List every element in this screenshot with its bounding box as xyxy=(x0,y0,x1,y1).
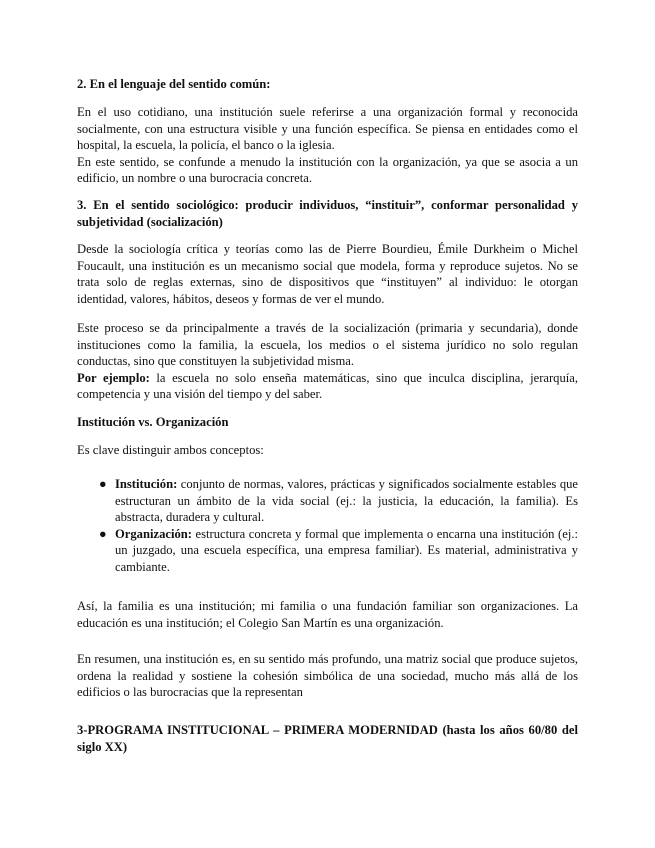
comparison-list xyxy=(77,476,578,576)
list-item-text: estructura concreta y formal que implementa o encarna una institución (ej.: un juzgado, una escuela específica, una empresa familiar). Es material, administrativa y cambiante. xyxy=(115,526,578,574)
comparison-example-block xyxy=(77,598,578,631)
comparison-example: Así, la familia es una institución; mi familia o una fundación familiar son organizaciones. La educación es una institución; el Colegio San Martín es una organización. xyxy=(77,599,578,630)
section-3-body-1 xyxy=(77,241,578,307)
next-section-heading: 3-PROGRAMA INSTITUCIONAL – PRIMERA MODERNIDAD (hasta los años 60/80 del siglo XX) xyxy=(77,723,578,754)
example-paragraph xyxy=(77,370,578,403)
section-2-paragraph-1: En el uso cotidiano, una institución suele referirse a una organización formal y reconocida socialmente, con una estructura visible y una función específica. Se piensa en entidades como el hospital, la escuela, la policía, el banco o la iglesia. xyxy=(77,105,578,153)
comparison-intro-block xyxy=(77,442,578,459)
next-section xyxy=(77,722,578,755)
section-2 xyxy=(77,76,578,93)
section-3-body-2 xyxy=(77,320,578,403)
list-item-term: Organización: xyxy=(115,526,192,541)
section-2-heading: 2. En el lenguaje del sentido común: xyxy=(77,77,271,91)
list-item-text: conjunto de normas, valores, prácticas y significados socialmente estables que estructuran un ámbito de la vida social (ej.: la justicia, la educación, la familia). Es abstracta, duradera y cultural. xyxy=(115,477,578,525)
section-3-heading: 3. En el sentido sociológico: producir individuos, “instituir”, conformar personalidad y subjetividad (socialización) xyxy=(77,198,578,229)
comparison-heading: Institución vs. Organización xyxy=(77,415,229,429)
section-2-body xyxy=(77,104,578,187)
summary-block xyxy=(77,651,578,701)
summary-paragraph: En resumen, una institución es, en su sentido más profundo, una matriz social que produce sujetos, ordena la realidad y sostiene la cohesión simbólica de una sociedad, mucho más allá de los edificios o las burocracias que la representan xyxy=(77,652,578,700)
bullet-icon: ● xyxy=(99,477,107,491)
section-3 xyxy=(77,197,578,230)
list-item-term: Institución: xyxy=(115,477,178,491)
example-text: la escuela no solo enseña matemáticas, sino que inculca disciplina, jerarquía, competencia y una visión del tiempo y del saber. xyxy=(77,370,579,402)
section-2-paragraph-2: En este sentido, se confunde a menudo la institución con la organización, ya que se asocia a un edificio, un nombre o una burocracia concreta. xyxy=(77,154,578,186)
example-label: Por ejemplo: xyxy=(77,370,150,385)
list-item xyxy=(77,476,578,526)
section-3-paragraph-2: Este proceso se da principalmente a través de la socialización (primaria y secundaria), donde instituciones como la familia, la escuela, los medios o el sistema jurídico no solo regulan conductas, sino que constituyen la subjetividad misma. xyxy=(77,321,578,369)
section-3-paragraph-1: Desde la sociología crítica y teorías como las de Pierre Bourdieu, Émile Durkheim o Michel Foucault, una institución es un mecanismo social que modela, forma y reproduce sujetos. No se trata solo de reglas externas, sino de dispositivos que “instituyen” al individuo: le otorgan identidad, valores, hábitos, deseos y formas de ver el mundo. xyxy=(77,242,578,306)
comparison-heading-block xyxy=(77,414,578,431)
bullet-icon: ● xyxy=(99,526,107,541)
comparison-intro: Es clave distinguir ambos conceptos: xyxy=(77,443,264,457)
list-item xyxy=(77,526,578,576)
